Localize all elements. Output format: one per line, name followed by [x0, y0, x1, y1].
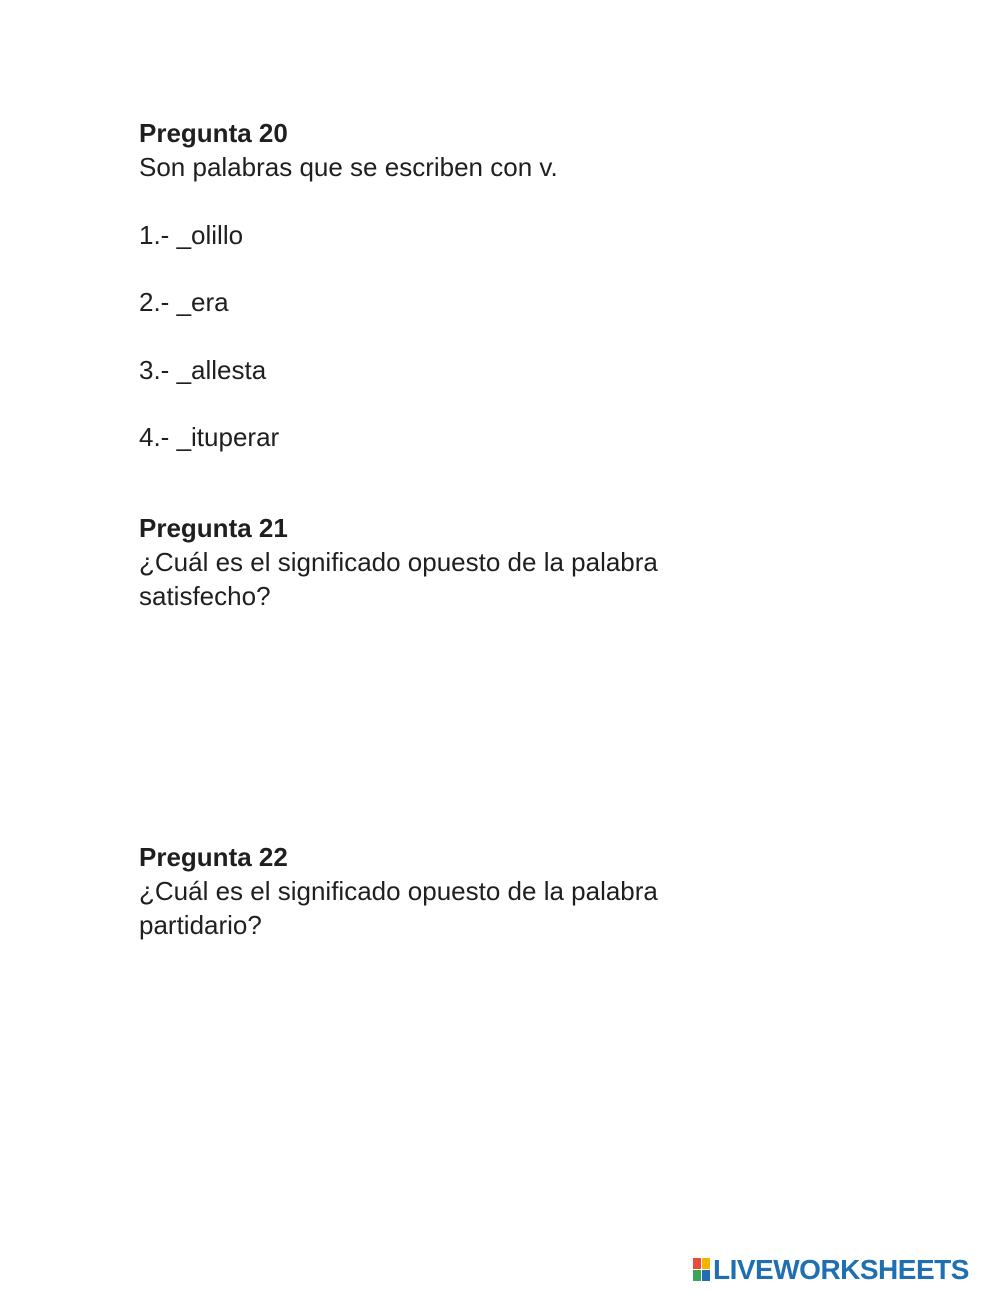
answer-item-4: 4.- _ituperar: [139, 422, 280, 452]
question-text: Son palabras que se escriben con v.: [139, 152, 558, 182]
logo-blocks-icon: [693, 1258, 711, 1282]
liveworksheets-logo: [693, 1256, 969, 1283]
answer-item-1: 1.- _olillo: [139, 220, 244, 250]
question-title: Pregunta 20: [139, 118, 288, 148]
question-title: Pregunta 22: [139, 842, 288, 872]
question-text: ¿Cuál es el significado opuesto de la palabra satisfecho?: [139, 547, 658, 611]
question-20: [139, 116, 779, 452]
question-title: Pregunta 21: [139, 513, 288, 543]
question-22: [139, 840, 779, 942]
question-21: [139, 511, 779, 613]
logo-text: LIVEWORKSHEETS: [713, 1254, 969, 1285]
answer-item-3: 3.- _allesta: [139, 355, 267, 385]
answer-item-2: 2.- _era: [139, 287, 229, 317]
question-text: ¿Cuál es el significado opuesto de la palabra partidario?: [139, 876, 658, 940]
